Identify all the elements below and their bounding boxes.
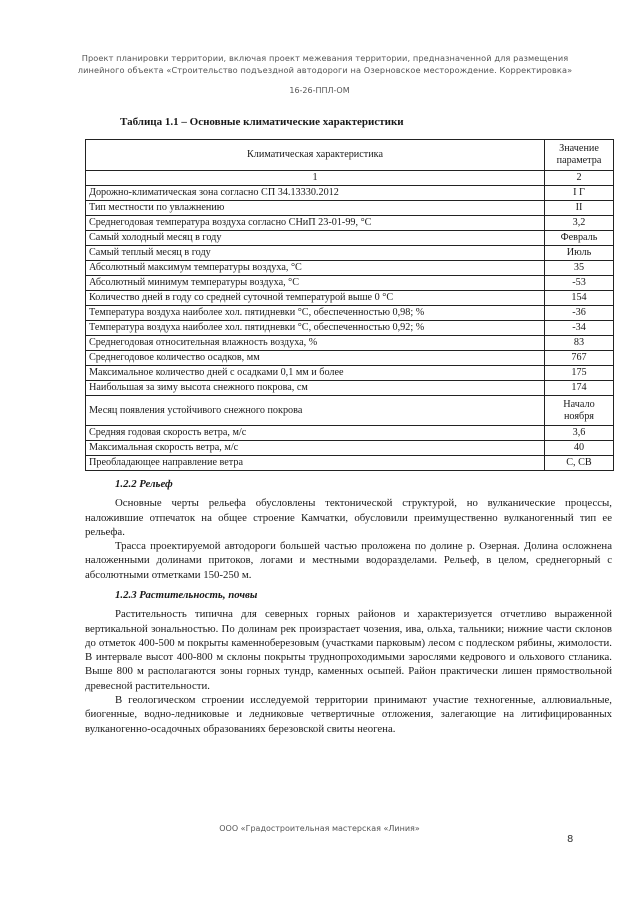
column-number-2: 2 (545, 171, 614, 186)
characteristic-cell: Абсолютный минимум температуры воздуха, °С (86, 276, 545, 291)
value-cell: Начало ноября (545, 396, 614, 426)
table-row (86, 456, 614, 471)
characteristic-cell: Самый холодный месяц в году (86, 231, 545, 246)
column-number-1: 1 (86, 171, 545, 186)
table-row (86, 291, 614, 306)
characteristic-cell: Среднегодовое количество осадков, мм (86, 351, 545, 366)
value-cell: 3,6 (545, 426, 614, 441)
page-header (40, 52, 610, 76)
value-cell: -36 (545, 306, 614, 321)
relief-paragraph-2: Трасса проектируемой автодороги большей частью проложена по долине р. Озерная. Долина осложнена наложенными долинами притоков, логами и местными водоразделами. Рельеф, в целом, среднегорный с абсолютными отметками 150-250 м. (85, 540, 612, 581)
page-number: 8 (567, 834, 574, 845)
relief-heading: 1.2.2 Рельеф (115, 478, 173, 490)
value-cell: -34 (545, 321, 614, 336)
table-caption: Таблица 1.1 – Основные климатические характеристики (120, 116, 404, 128)
table-row (86, 441, 614, 456)
value-cell: I Г (545, 186, 614, 201)
value-cell: 83 (545, 336, 614, 351)
characteristic-cell: Средняя годовая скорость ветра, м/с (86, 426, 545, 441)
characteristic-cell: Наибольшая за зиму высота снежного покрова, см (86, 381, 545, 396)
value-cell: 35 (545, 261, 614, 276)
characteristic-cell: Тип местности по увлажнению (86, 201, 545, 216)
characteristic-cell: Дорожно-климатическая зона согласно СП 34.13330.2012 (86, 186, 545, 201)
value-cell: 3,2 (545, 216, 614, 231)
table-row (86, 261, 614, 276)
vegetation-paragraph-2: В геологическом строении исследуемой территории принимают участие техногенные, аллювиальные, биогенные, водно-ледниковые и ледниковые четвертичные отложения, залегающие на литифицированных вулканогенно-осадочных образованиях березовской свиты неогена. (85, 694, 612, 735)
relief-paragraph-1: Основные черты рельефа обусловлены тектонической структурой, но вулканические процессы, наложившие отпечаток на общее строение Камчатки, обусловили преимущественно вулканогенный тип ее рельефа. (85, 497, 612, 538)
characteristic-cell: Самый теплый месяц в году (86, 246, 545, 261)
value-cell: -53 (545, 276, 614, 291)
vegetation-section (85, 588, 612, 736)
relief-section (85, 477, 612, 582)
characteristic-cell: Абсолютный максимум температуры воздуха, °С (86, 261, 545, 276)
table-row (86, 216, 614, 231)
table-row (86, 351, 614, 366)
value-cell: С, СВ (545, 456, 614, 471)
table-row (86, 276, 614, 291)
value-cell: Февраль (545, 231, 614, 246)
document-code: 16-26-ППЛ-ОМ (289, 86, 350, 95)
table-column-numbers-row (86, 171, 614, 186)
table-row (86, 426, 614, 441)
characteristic-cell: Среднегодовая температура воздуха согласно СНиП 23-01-99, °С (86, 216, 545, 231)
table-header-row (86, 140, 614, 171)
column-header-value: Значение параметра (545, 140, 614, 171)
value-cell: 40 (545, 441, 614, 456)
characteristic-cell: Температура воздуха наиболее хол. пятидневки °С, обеспеченностью 0,92; % (86, 321, 545, 336)
vegetation-paragraph-1: Растительность типична для северных горных районов и характеризуется отчетливо выраженной вертикальной зональностью. По долинам рек произрастает чозения, ива, ольха, тальники; нижние части склонов до отметок 400-500 м покрыты каменноберезовым (участками парковым) лесом с подлеском рябины, жимолости. В интервале высот 400-800 м склоны покрыты труднопроходимыми зарослями кедрового и ольхового стланика. Выше 800 м располагаются зоны горных тундр, каменных осыпей. Район практически лишен прямоствольной древесной растительности. (85, 608, 612, 692)
header-line-2: линейного объекта «Строительство подъездной автодороги на Озерновское месторождение. Корректировка» (77, 65, 573, 75)
characteristic-cell: Месяц появления устойчивого снежного покрова (86, 396, 545, 426)
table-row (86, 306, 614, 321)
table-row (86, 381, 614, 396)
page-footer: ООО «Градостроительная мастерская «Линия» (219, 824, 420, 833)
table-row (86, 336, 614, 351)
vegetation-heading: 1.2.3 Растительность, почвы (115, 589, 258, 601)
characteristic-cell: Максимальное количество дней с осадками 0,1 мм и более (86, 366, 545, 381)
characteristic-cell: Среднегодовая относительная влажность воздуха, % (86, 336, 545, 351)
characteristic-cell: Преобладающее направление ветра (86, 456, 545, 471)
climate-table (85, 139, 614, 471)
table-row (86, 186, 614, 201)
value-cell: II (545, 201, 614, 216)
table-row (86, 231, 614, 246)
table-row (86, 366, 614, 381)
value-cell: 767 (545, 351, 614, 366)
table-row (86, 201, 614, 216)
value-cell: 174 (545, 381, 614, 396)
table-row (86, 321, 614, 336)
value-cell: 175 (545, 366, 614, 381)
column-header-characteristic: Климатическая характеристика (86, 140, 545, 171)
characteristic-cell: Количество дней в году со средней суточной температурой выше 0 °С (86, 291, 545, 306)
header-line-1: Проект планировки территории, включая проект межевания территории, предназначенной для размещения (81, 53, 569, 63)
characteristic-cell: Температура воздуха наиболее хол. пятидневки °С, обеспеченностью 0,98; % (86, 306, 545, 321)
table-row (86, 246, 614, 261)
table-row (86, 396, 614, 426)
value-cell: 154 (545, 291, 614, 306)
characteristic-cell: Максимальная скорость ветра, м/с (86, 441, 545, 456)
value-cell: Июль (545, 246, 614, 261)
